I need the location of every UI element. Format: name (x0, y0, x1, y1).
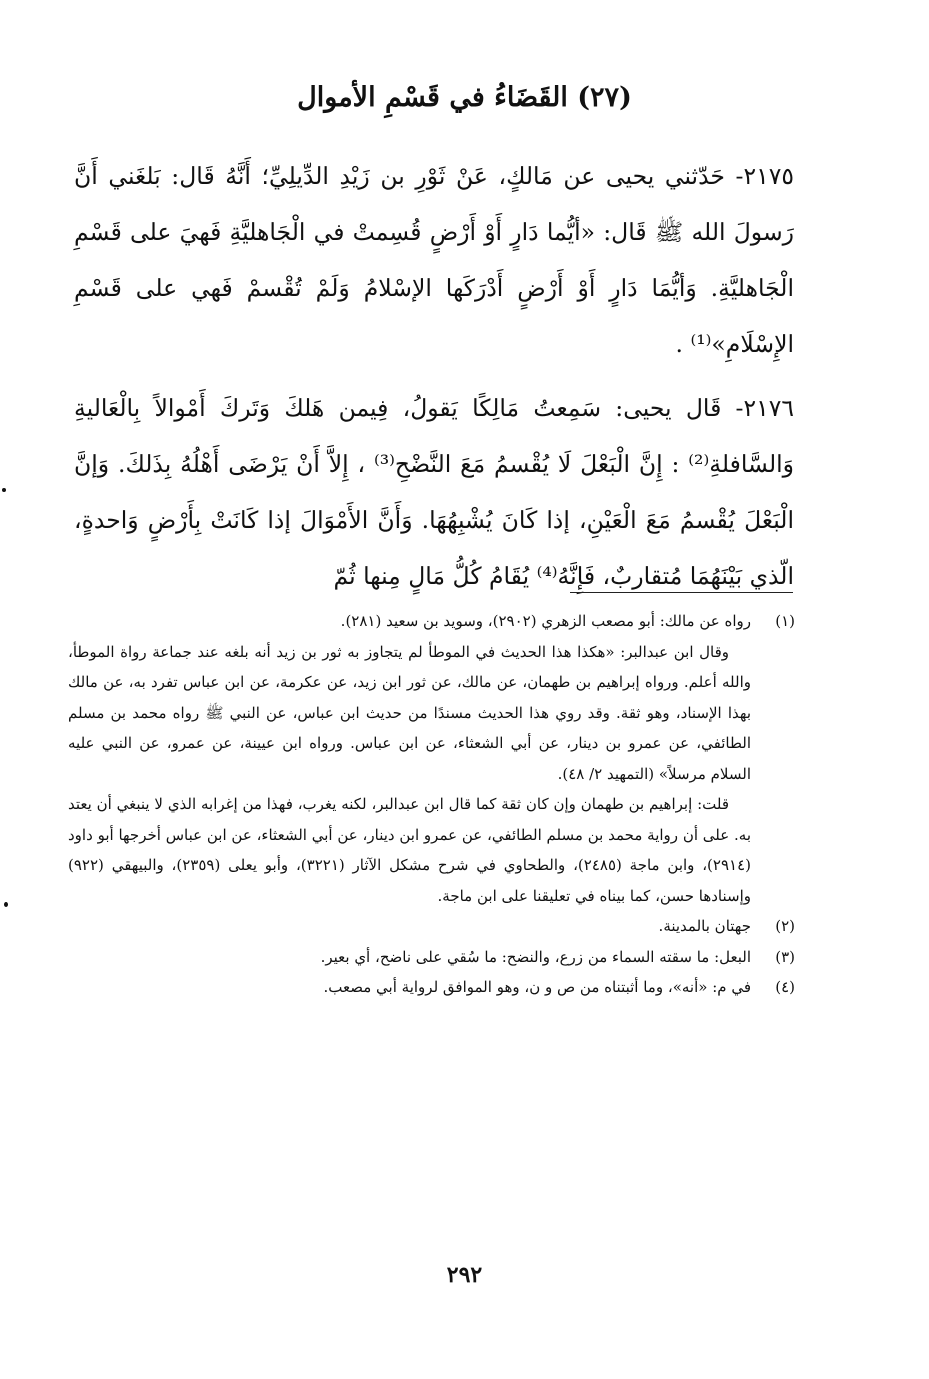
scan-speck (4, 902, 8, 907)
footnote-paragraph: وقال ابن عبدالبر: «هكذا هذا الحديث في الموطأ لم يتجاوز به ثور بن زيد أنه بلغه عند جماعة رواة الموطأ، والله أعلم. ورواه إبراهيم بن طهمان، عن مالك، عن ثور ابن زيد، عن عكرمة، عن ابن عباس تفرد به، عن مالك بهذا الإسناد، وهو ثقة. وقد روي هذا الحديث مسندًا من حديث ابن عباس، عن النبي ﷺ رواه محمد بن مسلم الطائفي، عن عمرو بن دينار، عن أبي الشعثاء، عن ابن عباس. ورواه ابن عيينة، عن عمرو، عن النبي عليه السلام مرسلاً» (التمهيد ٢/ ٤٨). (68, 642, 751, 783)
footnote-4 (68, 972, 795, 1003)
footnote-body (68, 911, 751, 942)
footnote-number: (١) (775, 612, 795, 630)
footnote-number: (٣) (775, 947, 795, 966)
footnote-1 (68, 606, 795, 911)
footnote-number: (٤) (775, 978, 795, 996)
chapter-title: (٢٧) القَضَاءُ في قَسْمِ الأموال (297, 82, 632, 113)
footnote-paragraph: جهتان بالمدينة. (658, 917, 751, 935)
footnote-2 (68, 911, 795, 942)
main-text (74, 148, 794, 604)
footnote-body (68, 942, 751, 973)
footnote-body (68, 972, 751, 1003)
footnotes (68, 606, 795, 1003)
footnote-number: (٢) (775, 917, 795, 935)
footnote-separator (570, 592, 793, 593)
footnote-paragraph: رواه عن مالك: أبو مصعب الزهري (٢٩٠٢)، وسويد بن سعيد (٢٨١). (340, 612, 751, 630)
footnote-body (68, 606, 751, 911)
footnote-paragraph: قلت: إبراهيم بن طهمان وإن كان ثقة كما قال ابن عبدالبر، لكنه يغرب، فهذا من إغرابه الذي لا ينبغي أن يعتد به. على أن رواية محمد بن مسلم الطائفي، عن عمرو ابن دينار، عن أبي الشعثاء، عن ابن عباس أخرجها أبو داود (٢٩١٤)، وابن ماجة (٢٤٨٥)، والطحاوي في شرح مشكل الآثار (٣٢٢١)، وأبو يعلى (٢٣٥٩)، والبيهقي (٩٢٢) وإسنادها حسن، كما بيناه في تعليقنا على ابن ماجة. (68, 795, 751, 905)
footnote-paragraph: البعل: ما سقته السماء من زرع، والنضح: ما سُقي على ناضح، أي بعير. (320, 947, 751, 966)
scan-speck (2, 488, 6, 492)
hadith-2176: ٢١٧٦- قَال يحيى: سَمِعتُ مَالِكًا يَقولُ، فِيمن هَلكَ وَتَركَ أَمْوالاً بِالْعَاليةِ وَالسَّافلةِ⁽²⁾ : إِنَّ الْبَعْلَ لَا يُقْسمُ مَعَ النَّضْحِ⁽³⁾ ، إِلاَّ أَنْ يَرْضَى أَهْلُهُ بِذَلكَ. وَإنَّ الْبَعْلَ يُقْسمُ مَعَ الْعَيْنِ، إذا كَانَ يُشْبِهُهَا. وَأَنَّ الأَمْوَالَ إذا كَانَتْ بِأَرْضٍ وَاحدةٍ، الّذي بَيْنَهُمَا مُتقاربٌ، فَإِنَّهُ⁽⁴⁾ يُقَامُ كُلُّ مَالٍ مِنها ثُمّ (74, 394, 794, 590)
footnote-paragraph: في م: «أنه»، وما أثبتناه من ص و ن، وهو الموافق لرواية أبي مصعب. (323, 978, 751, 996)
footnote-3 (68, 942, 795, 973)
page-number: ٢٩٢ (446, 1262, 483, 1288)
hadith-2175: ٢١٧٥- حَدّثني يحيى عن مَالكٍ، عَنْ ثَوْرِ بن زَيْدِ الدِّيلِيِّ؛ أَنَّهُ قَال: بَلغَني أَنَّ رَسولَ الله ﷺ قَال: «أيُّما دَارٍ أَوْ أَرْضٍ قُسِمتْ في الْجَاهليَّةِ فَهيَ على قَسْمِ الْجَاهليَّةِ. وَأيُّمَا دَارٍ أَوْ أَرْضٍ أَدْرَكَها الإسْلامُ وَلَمْ تُقْسمْ فَهي على قَسْمِ الإِسْلَامِ»⁽¹⁾ . (74, 162, 794, 358)
